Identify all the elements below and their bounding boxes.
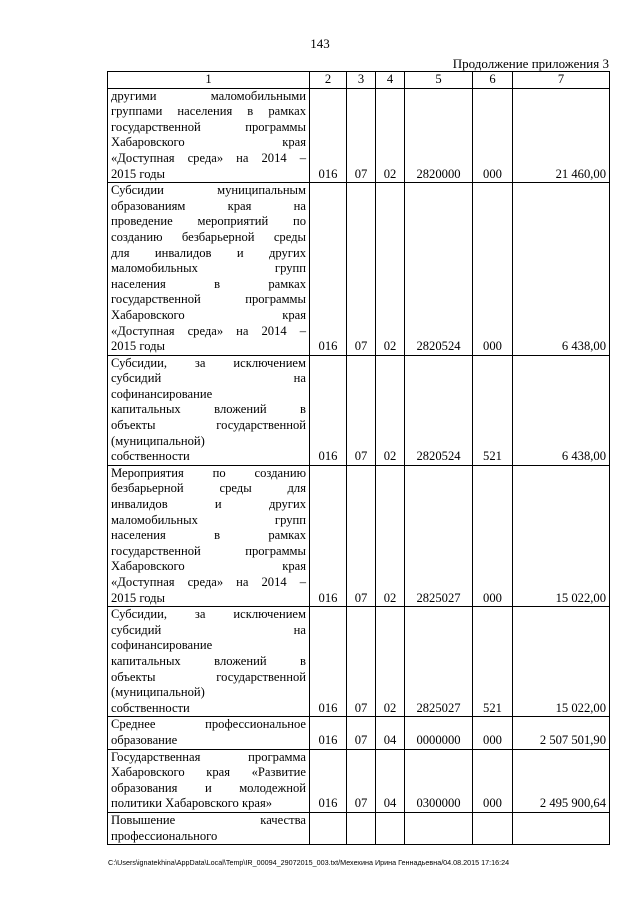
ministry-code-cell: 016 (310, 88, 347, 183)
description-line: субсидий на (111, 622, 306, 637)
row-description (108, 812, 310, 844)
description-line: Хабаровского края (111, 559, 306, 574)
table-row (108, 465, 610, 606)
target-item-cell: 2820524 (405, 183, 473, 356)
row-description (108, 717, 310, 749)
subsection-code-cell: 04 (376, 749, 405, 812)
subsection-code-cell: 02 (376, 465, 405, 606)
section-code-cell: 07 (347, 88, 376, 183)
description-line: объекты государственной (111, 418, 306, 433)
column-header: 6 (473, 72, 513, 89)
description-line: маломобильных групп (111, 512, 306, 527)
description-line: образование (111, 732, 178, 747)
description-line: для инвалидов и других (111, 245, 306, 260)
row-description (108, 465, 310, 606)
column-header: 1 (108, 72, 310, 89)
description-line: (муниципальной) (111, 685, 205, 700)
description-line: государственной программы (111, 119, 306, 134)
description-line: Субсидии муниципальным (111, 183, 306, 198)
target-item-cell: 2820000 (405, 88, 473, 183)
description-line: капитальных вложений в (111, 653, 306, 668)
target-item-cell (405, 812, 473, 844)
table-row (108, 88, 610, 183)
table-row (108, 812, 610, 844)
ministry-code-cell: 016 (310, 183, 347, 356)
subsection-code-cell (376, 812, 405, 844)
table-row (108, 183, 610, 356)
section-code-cell: 07 (347, 355, 376, 465)
table-row (108, 749, 610, 812)
target-item-cell: 2820524 (405, 355, 473, 465)
target-item-cell: 0000000 (405, 717, 473, 749)
row-description (108, 355, 310, 465)
description-line: субсидий на (111, 371, 306, 386)
row-description (108, 749, 310, 812)
page-number: 143 (310, 36, 330, 51)
description-line: Хабаровского края (111, 307, 306, 322)
ministry-code-cell: 016 (310, 717, 347, 749)
expense-type-cell: 521 (473, 607, 513, 717)
description-line: профессионального (111, 828, 218, 843)
expense-type-cell: 000 (473, 465, 513, 606)
column-header: 2 (310, 72, 347, 89)
description-line: группами населения в рамках (111, 104, 306, 119)
table-row (108, 355, 610, 465)
expense-type-cell: 000 (473, 183, 513, 356)
subsection-code-cell: 02 (376, 607, 405, 717)
amount-cell: 6 438,00 (513, 355, 610, 465)
description-line: безбарьерной среды для (111, 481, 306, 496)
description-line: Повышение качества (111, 812, 306, 827)
column-header: 4 (376, 72, 405, 89)
budget-table (107, 71, 610, 845)
row-description (108, 607, 310, 717)
description-line: собственности (111, 449, 190, 464)
target-item-cell: 0300000 (405, 749, 473, 812)
description-line: Мероприятия по созданию (111, 465, 306, 480)
section-code-cell: 07 (347, 465, 376, 606)
subsection-code-cell: 02 (376, 88, 405, 183)
description-line: собственности (111, 700, 190, 715)
expense-type-cell: 000 (473, 717, 513, 749)
description-line: Субсидии, за исключением (111, 607, 306, 622)
appendix-continuation-label: Продолжение приложения 3 (452, 56, 609, 71)
section-code-cell: 07 (347, 607, 376, 717)
amount-cell: 6 438,00 (513, 183, 610, 356)
description-line: Хабаровского края (111, 135, 306, 150)
row-description (108, 88, 310, 183)
section-code-cell: 07 (347, 749, 376, 812)
section-code-cell: 07 (347, 183, 376, 356)
description-line: образования и молодежной (111, 780, 306, 795)
description-line: другими маломобильными (111, 88, 306, 103)
description-line: 2015 годы (111, 166, 165, 181)
column-header: 7 (513, 72, 610, 89)
column-header: 5 (405, 72, 473, 89)
table-row (108, 717, 610, 749)
description-line: Хабаровского края «Развитие (111, 765, 306, 780)
description-line: созданию безбарьерной среды (111, 229, 306, 244)
description-line: проведение мероприятий по (111, 214, 306, 229)
description-line: образованиям края на (111, 198, 306, 213)
description-line: «Доступная среда» на 2014 – (111, 150, 306, 165)
expense-type-cell (473, 812, 513, 844)
subsection-code-cell: 02 (376, 355, 405, 465)
amount-cell: 2 507 501,90 (513, 717, 610, 749)
column-header: 3 (347, 72, 376, 89)
description-line: капитальных вложений в (111, 402, 306, 417)
expense-type-cell: 000 (473, 749, 513, 812)
description-line: Среднее профессиональное (111, 717, 306, 732)
description-line: Субсидии, за исключением (111, 355, 306, 370)
description-line: 2015 годы (111, 590, 165, 605)
amount-cell: 15 022,00 (513, 607, 610, 717)
description-line: 2015 годы (111, 339, 165, 354)
ministry-code-cell: 016 (310, 355, 347, 465)
target-item-cell: 2825027 (405, 607, 473, 717)
description-line: «Доступная среда» на 2014 – (111, 323, 306, 338)
section-code-cell: 07 (347, 717, 376, 749)
ministry-code-cell: 016 (310, 607, 347, 717)
ministry-code-cell: 016 (310, 749, 347, 812)
description-line: «Доступная среда» на 2014 – (111, 575, 306, 589)
file-path-footer: C:\Users\ignatekhina\AppData\Local\Temp\IR_00094_29072015_003.txt/Мехехина Ирина Геннадьевна/04.08.2015 17:16:24 (108, 858, 510, 867)
amount-cell: 21 460,00 (513, 88, 610, 183)
description-line: инвалидов и других (111, 497, 306, 512)
description-line: государственной программы (111, 292, 306, 307)
amount-cell: 2 495 900,64 (513, 749, 610, 812)
description-line: (муниципальной) (111, 433, 205, 448)
amount-cell (513, 812, 610, 844)
expense-type-cell: 521 (473, 355, 513, 465)
target-item-cell: 2825027 (405, 465, 473, 606)
subsection-code-cell: 04 (376, 717, 405, 749)
ministry-code-cell: 016 (310, 465, 347, 606)
row-description (108, 183, 310, 356)
description-line: софинансирование (111, 638, 213, 653)
description-line: населения в рамках (111, 528, 306, 543)
description-line: объекты государственной (111, 669, 306, 684)
description-line: населения в рамках (111, 276, 306, 291)
expense-type-cell: 000 (473, 88, 513, 183)
description-line: государственной программы (111, 543, 306, 558)
ministry-code-cell (310, 812, 347, 844)
description-line: маломобильных групп (111, 261, 306, 276)
table-body (108, 88, 610, 845)
table-row (108, 607, 610, 717)
subsection-code-cell: 02 (376, 183, 405, 356)
table-header-row (108, 72, 610, 89)
description-line: политики Хабаровского края» (111, 796, 273, 811)
amount-cell: 15 022,00 (513, 465, 610, 606)
description-line: софинансирование (111, 386, 213, 401)
description-line: Государственная программа (111, 749, 306, 764)
section-code-cell (347, 812, 376, 844)
